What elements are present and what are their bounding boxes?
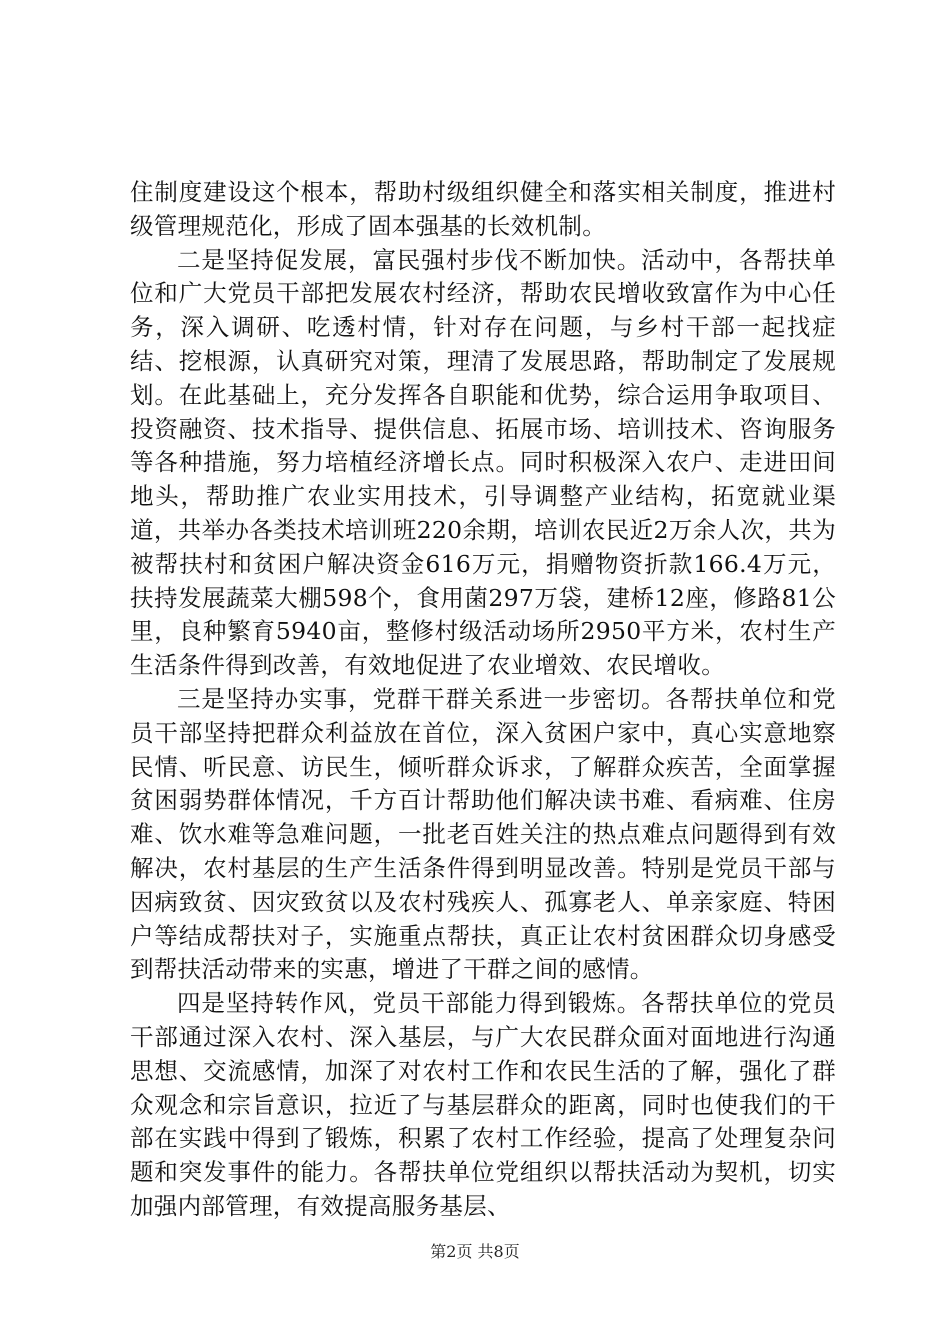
paragraph-work-style: 四是坚持转作风，党员干部能力得到锻炼。各帮扶单位的党员干部通过深入农村、深入基层，与广大农民群众面对面地进行沟通思想、交流感情，加深了对农村工作和农民生活的了解，强化了群众观念和宗旨意识，拉近了与基层群众的距离，同时也使我们的干部在实践中得到了锻炼，积累了农村工作经验，提高了处理复杂问题和突发事件的能力。各帮扶单位党组织以帮扶活动为契机，切实加强内部管理，有效提高服务基层、 <box>130 989 836 1220</box>
body-text <box>130 176 836 1224</box>
paragraph-continuation: 住制度建设这个根本，帮助村级组织健全和落实相关制度，推进村级管理规范化，形成了固本强基的长效机制。 <box>130 178 836 240</box>
paragraph-practical-matters: 三是坚持办实事，党群干群关系进一步密切。各帮扶单位和党员干部坚持把群众利益放在首位，深入贫困户家中，真心实意地察民情、听民意、访民生，倾听群众诉求，了解群众疾苦，全面掌握贫困弱势群体情况，千方百计帮助他们解决读书难、看病难、住房难、饮水难等急难问题，一批老百姓关注的热点难点问题得到有效解决，农村基层的生产生活条件得到明显改善。特别是党员干部与因病致贫、因灾致贫以及农村残疾人、孤寡老人、单亲家庭、特困户等结成帮扶对子，实施重点帮扶，真正让农村贫困群众切身感受到帮扶活动带来的实惠，增进了干群之间的感情。 <box>130 684 836 984</box>
page-footer: 第2页 共8页 <box>430 1242 520 1261</box>
paragraph-promote-development: 二是坚持促发展，富民强村步伐不断加快。活动中，各帮扶单位和广大党员干部把发展农村经济，帮助农民增收致富作为中心任务，深入调研、吃透村情，针对存在问题，与乡村干部一起找症结、挖根源，认真研究对策，理清了发展思路，帮助制定了发展规划。在此基础上，充分发挥各自职能和优势，综合运用争取项目、投资融资、技术指导、提供信息、拓展市场、培训技术、咨询服务等各种措施，努力培植经济增长点。同时积极深入农户、走进田间地头，帮助推广农业实用技术，引导调整产业结构，拓宽就业渠道，共举办各类技术培训班220余期，培训农民近2万余人次，共为被帮扶村和贫困户解决资金616万元，捐赠物资折款166.4万元，扶持发展蔬菜大棚598个，食用菌297万袋，建桥12座，修路81公里，良种繁育5940亩，整修村级活动场所2950平方米，农村生产生活条件得到改善，有效地促进了农业增效、农民增收。 <box>130 245 836 680</box>
